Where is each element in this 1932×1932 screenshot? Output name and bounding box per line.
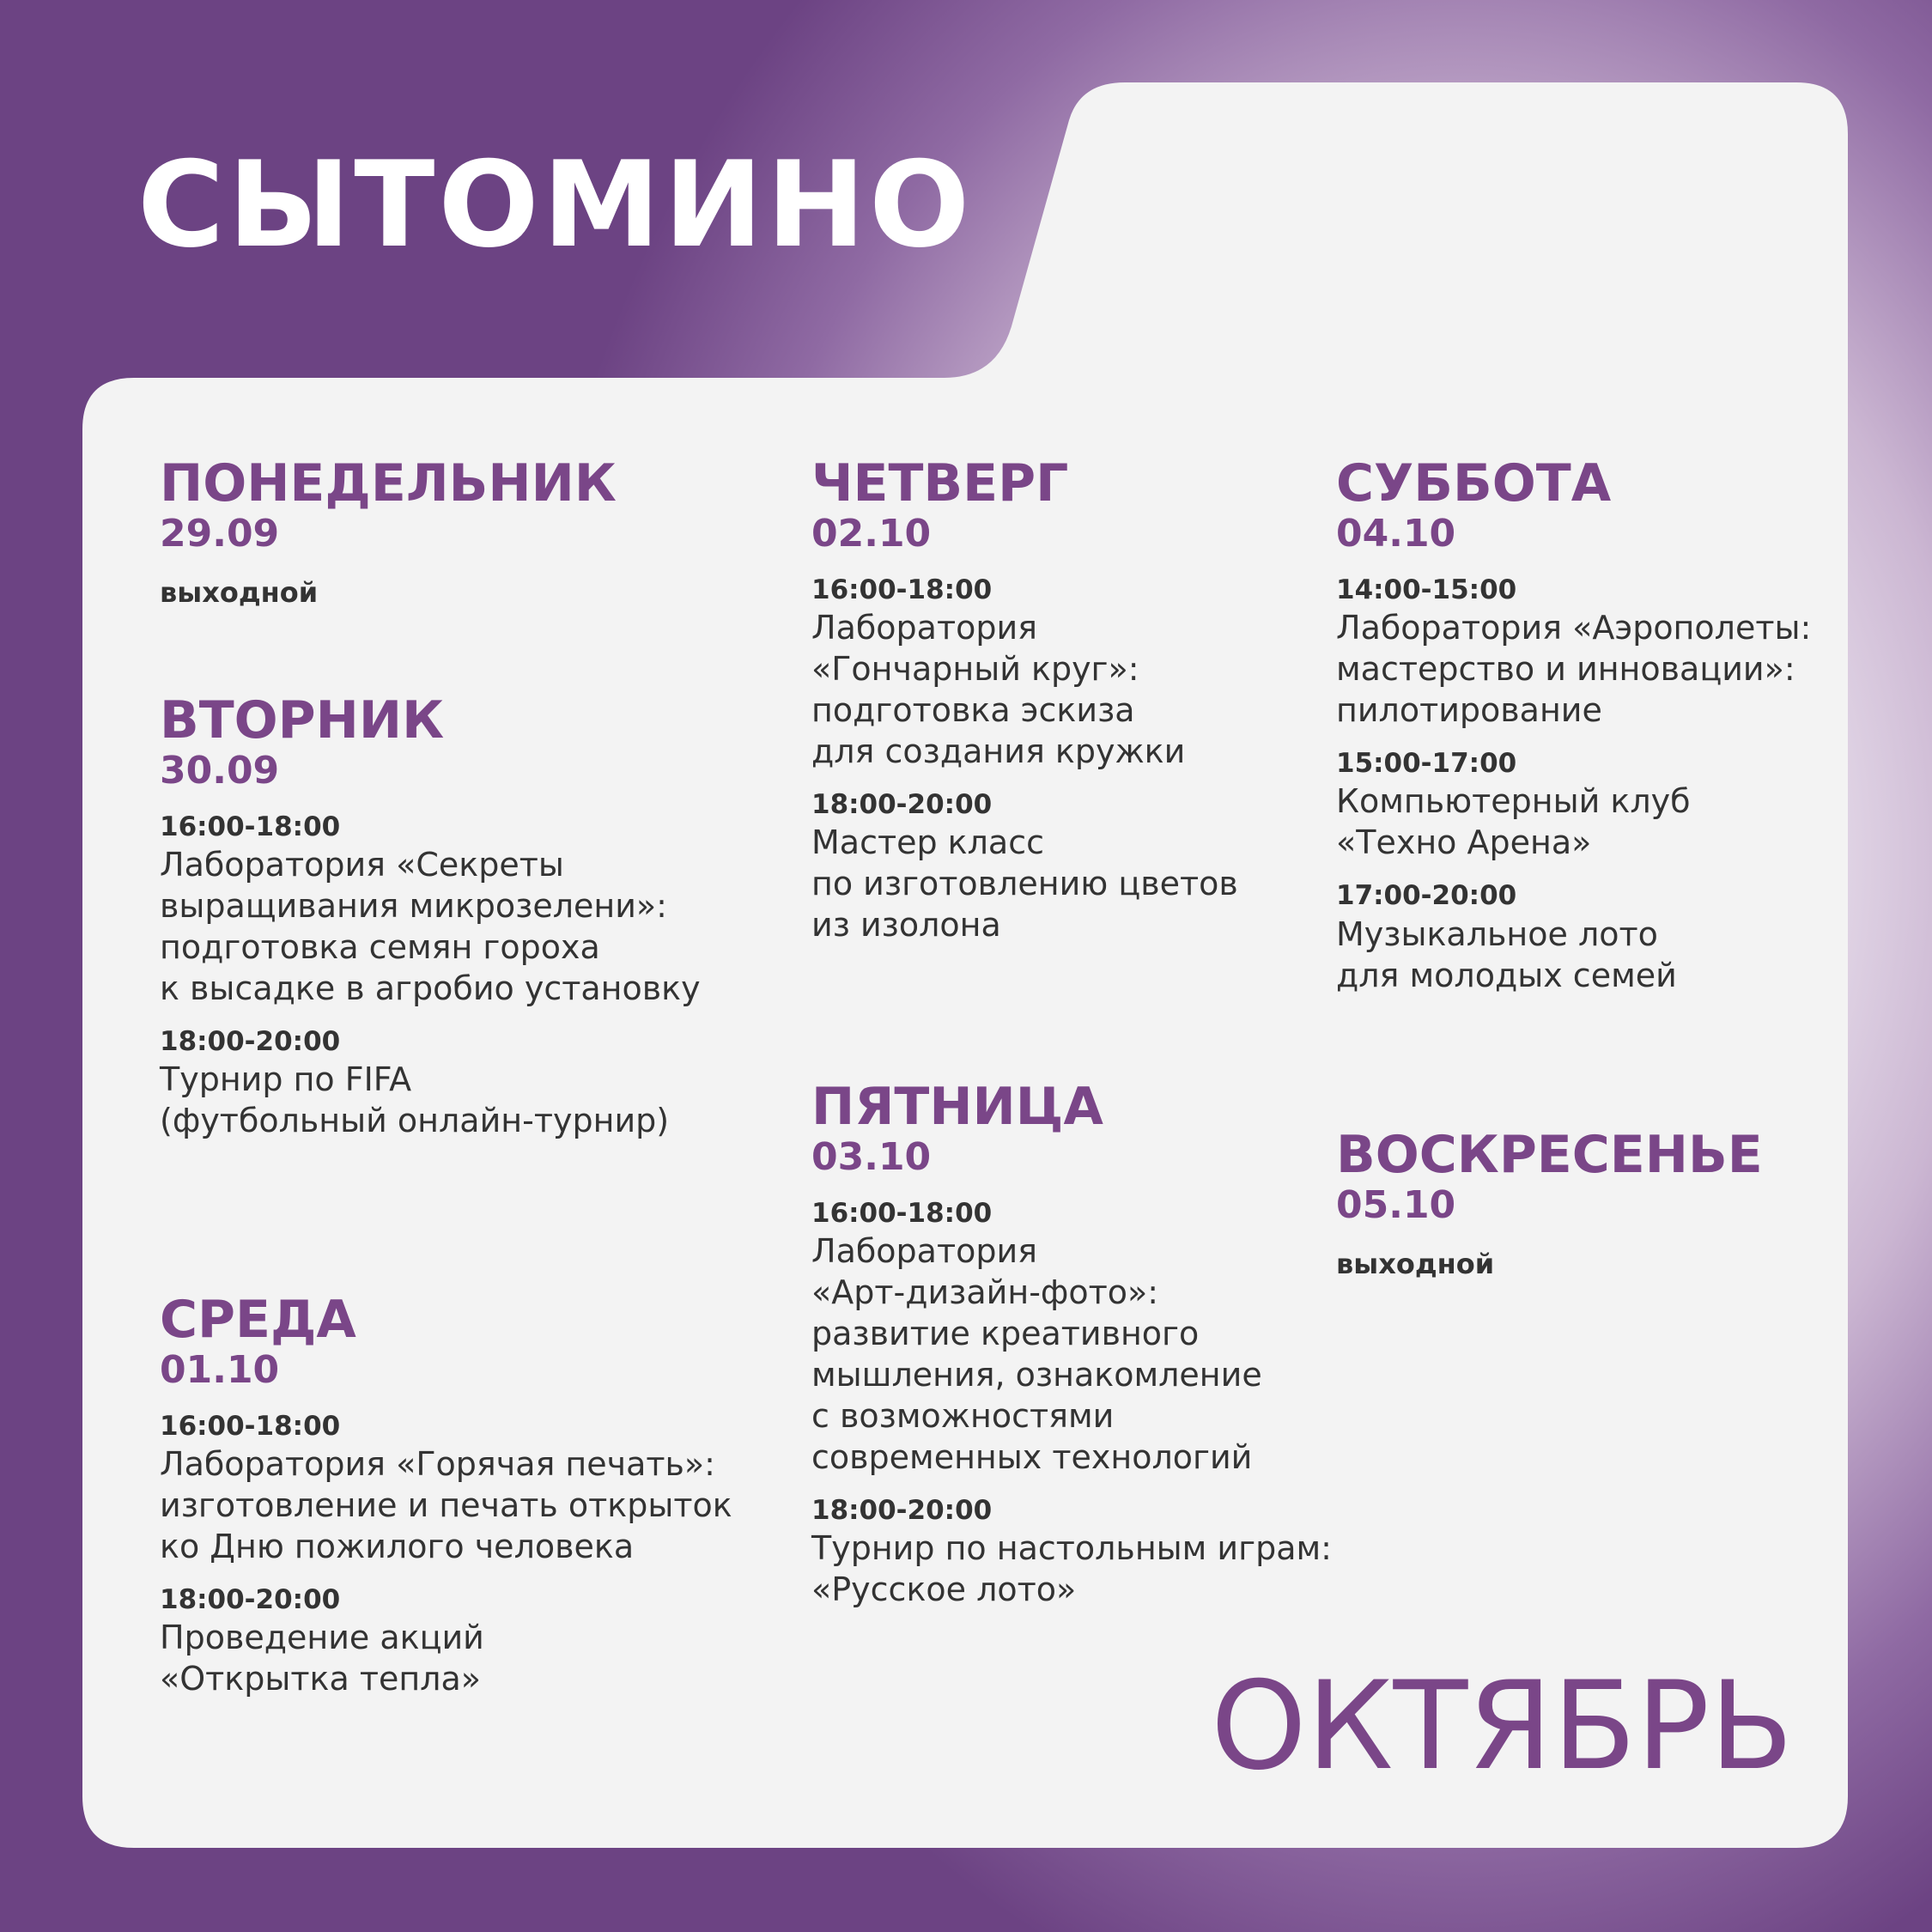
event-description: Лаборатория «Аэрополеты: мастерство и инновации»: пилотирование <box>1336 609 1812 730</box>
day-name: СУББОТА <box>1336 453 1612 513</box>
month-label: ОКТЯБРЬ <box>1211 1656 1794 1797</box>
day-tuesday <box>160 692 812 1141</box>
day-name: ВТОРНИК <box>160 690 445 750</box>
event-time: 16:00-18:00 <box>160 811 341 842</box>
day-date: 02.10 <box>811 512 932 556</box>
page-title: СЫТОМИНО <box>137 136 974 274</box>
event-time: 18:00-20:00 <box>160 1026 341 1058</box>
event-time: 15:00-17:00 <box>1336 748 1517 780</box>
event-description: Музыкальное лото для молодых семей <box>1336 914 1677 994</box>
event-description: Лаборатория «Горячая печать»: изготовление и печать открыток ко Дню пожилого человека <box>160 1445 732 1566</box>
day-name: ЧЕТВЕРГ <box>811 453 1069 513</box>
event-description: Мастер класс по изготовлению цветов из изолона <box>811 823 1238 945</box>
day-date: 05.10 <box>1336 1183 1456 1227</box>
event-item <box>160 1583 812 1699</box>
day-name: ПОНЕДЕЛЬНИК <box>160 453 617 513</box>
day-name: ПЯТНИЦА <box>811 1077 1103 1137</box>
event-description: Турнир по настольным играм: «Русское лото» <box>811 1529 1332 1609</box>
event-item <box>160 1409 812 1567</box>
event-time: 18:00-20:00 <box>160 1584 341 1616</box>
day-off-label: выходной <box>160 575 319 609</box>
event-description: Проведение акций «Открытка тепла» <box>160 1619 484 1698</box>
day-off-label: выходной <box>1336 1247 1495 1280</box>
event-time: 14:00-15:00 <box>1336 574 1517 605</box>
event-item <box>160 1024 812 1141</box>
event-item <box>1336 746 1886 863</box>
event-time: 16:00-18:00 <box>811 574 993 605</box>
day-name: ВОСКРЕСЕНЬЕ <box>1336 1125 1763 1185</box>
event-time: 17:00-20:00 <box>1336 880 1517 912</box>
day-date: 01.10 <box>160 1348 280 1392</box>
day-wednesday <box>160 1291 812 1699</box>
event-time: 18:00-20:00 <box>811 1495 993 1527</box>
event-item <box>811 1493 1464 1610</box>
day-name: СРЕДА <box>160 1290 356 1350</box>
day-date: 29.09 <box>160 512 280 556</box>
event-description: Лаборатория «Секреты выращивания микрозелени»: подготовка семян гороха к высадке в агробио установку <box>160 846 701 1008</box>
event-item <box>160 810 812 1009</box>
event-item <box>1336 878 1886 995</box>
day-saturday <box>1336 455 1886 996</box>
day-date: 04.10 <box>1336 512 1456 556</box>
event-time: 16:00-18:00 <box>811 1197 993 1229</box>
day-monday <box>160 455 812 609</box>
event-time: 18:00-20:00 <box>811 789 993 821</box>
event-description: Лаборатория «Гончарный круг»: подготовка эскиза для создания кружки <box>811 609 1186 771</box>
day-sunday <box>1336 1127 1868 1280</box>
event-time: 16:00-18:00 <box>160 1410 341 1442</box>
event-item <box>1336 573 1886 731</box>
day-date: 30.09 <box>160 749 280 793</box>
event-description: Турнир по FIFA (футбольный онлайн-турнир) <box>160 1060 670 1140</box>
event-description: Компьютерный клуб «Техно Арена» <box>1336 782 1691 862</box>
event-description: Лаборатория «Арт-дизайн-фото»: развитие креативного мышления, ознакомление с возможностями современных технологий <box>811 1232 1262 1477</box>
day-date: 03.10 <box>811 1135 932 1179</box>
